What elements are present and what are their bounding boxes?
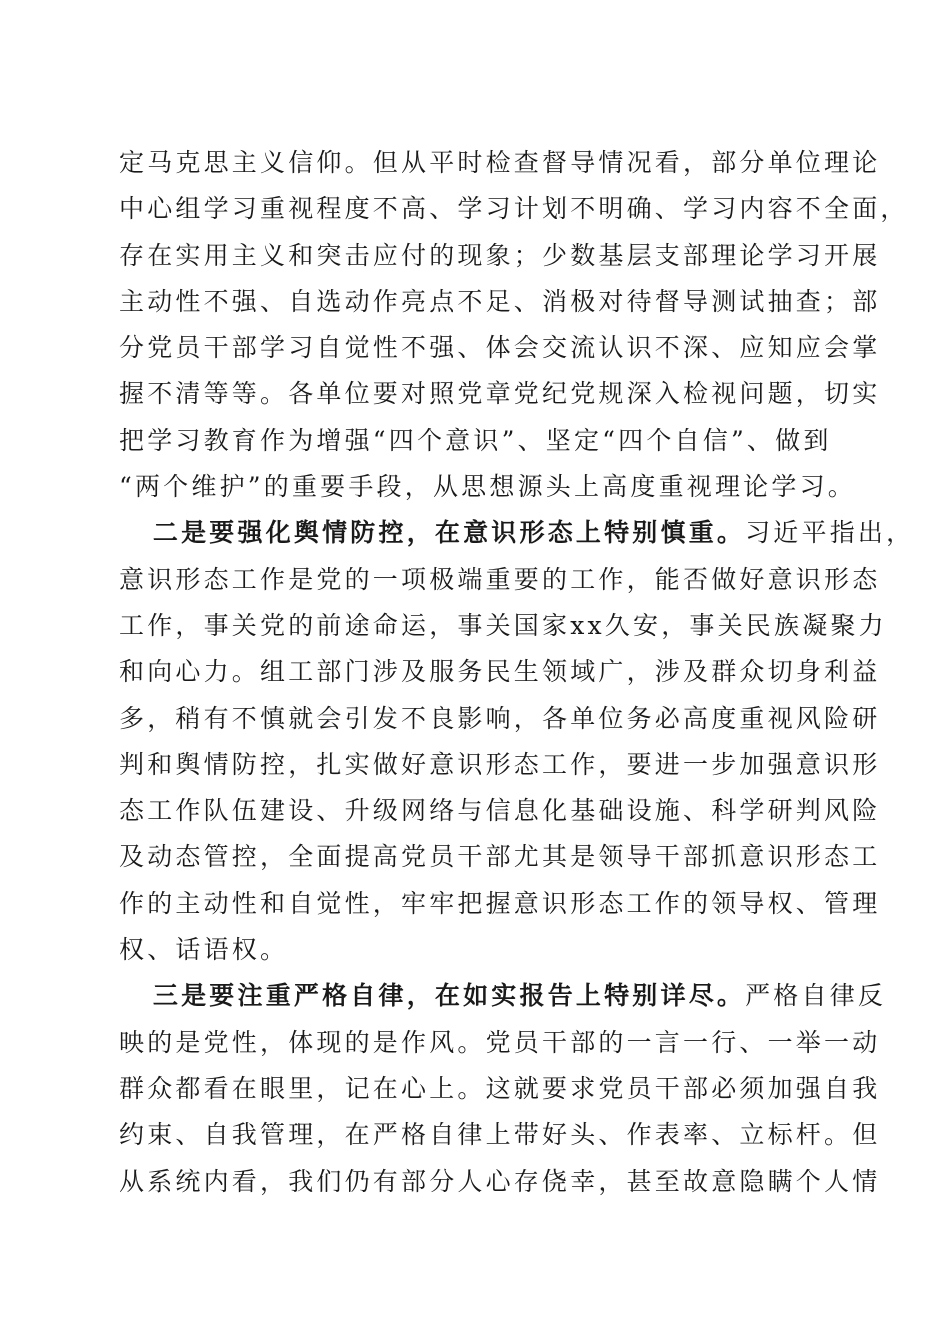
text-line: 分党员干部学习自觉性不强、体会交流认识不深、应知应会掌 <box>119 333 881 363</box>
text-line: 存在实用主义和突击应付的现象；少数基层支部理论学习开展 <box>119 240 881 270</box>
text-fragment: 习近平指出， <box>745 518 915 548</box>
text-line: 主动性不强、自选动作亮点不足、消极对待督导测试抽查；部 <box>119 286 881 316</box>
text-line: 权、话语权。 <box>119 935 289 965</box>
text-line: 态工作队伍建设、升级网络与信息化基础设施、科学研判风险 <box>119 796 881 826</box>
text-line-first <box>119 510 915 556</box>
text-line: 把学习教育作为增强“四个意识”、坚定“四个自信”、做到 <box>119 425 832 455</box>
text-line: 中心组学习重视程度不高、学习计划不明确、学习内容不全面， <box>119 194 909 224</box>
text-line: 映的是党性，体现的是作风。党员干部的一言一行、一举一动 <box>119 1027 881 1057</box>
text-fragment: 严格自律反 <box>745 981 887 1011</box>
text-line: 判和舆情防控，扎实做好意识形态工作，要进一步加强意识形 <box>119 749 881 779</box>
text-line: 意识形态工作是党的一项极端重要的工作，能否做好意识形态 <box>119 564 881 594</box>
text-line: 工作，事关党的前途命运，事关国家xx久安，事关民族凝聚力 <box>119 610 887 640</box>
text-line: 和向心力。组工部门涉及服务民生领域广，涉及群众切身利益 <box>119 657 881 687</box>
text-line: 约束、自我管理，在严格自律上带好头、作表率、立标杆。但 <box>119 1120 881 1150</box>
text-line: 定马克思主义信仰。但从平时检查督导情况看，部分单位理论 <box>119 148 881 177</box>
text-line: 从系统内看，我们仍有部分人心存侥幸，甚至故意隐瞒个人情 <box>119 1166 881 1196</box>
text-line: 多，稍有不慎就会引发不良影响，各单位务必高度重视风险研 <box>119 703 881 733</box>
text-line-first <box>119 973 887 1019</box>
text-line: “两个维护”的重要手段，从思想源头上高度重视理论学习。 <box>119 472 856 502</box>
text-line: 握不清等等。各单位要对照党章党纪党规深入检视问题，切实 <box>119 379 881 409</box>
text-line: 群众都看在眼里，记在心上。这就要求党员干部必须加强自我 <box>119 1073 881 1103</box>
paragraph-heading: 三是要注重严格自律，在如实报告上特别详尽。 <box>152 981 746 1011</box>
document-body <box>119 140 915 1205</box>
text-line: 作的主动性和自觉性，牢牢把握意识形态工作的领导权、管理 <box>119 888 881 918</box>
paragraph-2 <box>119 510 915 973</box>
paragraph-3 <box>119 973 887 1204</box>
paragraph-1 <box>119 140 909 510</box>
paragraph-heading: 二是要强化舆情防控，在意识形态上特别慎重。 <box>152 518 746 548</box>
text-line: 及动态管控，全面提高党员干部尤其是领导干部抓意识形态工 <box>119 842 881 872</box>
